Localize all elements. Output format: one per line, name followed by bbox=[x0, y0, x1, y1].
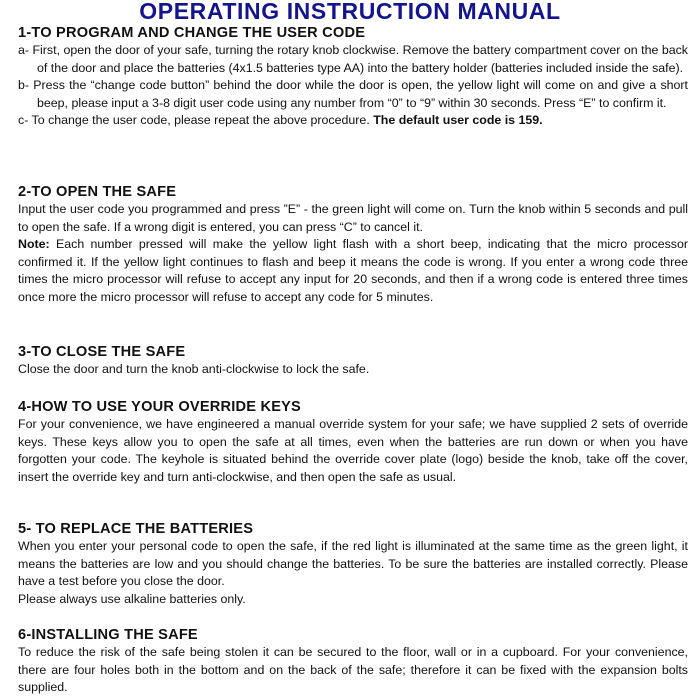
section-close-safe bbox=[18, 343, 688, 379]
open-instructions: Input the user code you programmed and press ”E” - the green light will come on. Turn the knob within 5 seconds and pull to open the safe. If a wrong digit is entered, you can press “C” to cancel it. bbox=[18, 202, 688, 234]
step-c-text: c- To change the user code, please repeat the above procedure. bbox=[18, 113, 374, 128]
section-heading: 4-HOW TO USE YOUR OVERRIDE KEYS bbox=[18, 399, 301, 415]
section-heading: 3-TO CLOSE THE SAFE bbox=[18, 344, 186, 360]
section-heading: 6-INSTALLING THE SAFE bbox=[18, 627, 198, 643]
default-code-note: The default user code is 159. bbox=[373, 113, 543, 128]
section-program-code bbox=[18, 24, 688, 130]
section-replace-batteries bbox=[18, 520, 688, 608]
battery-alkaline-note: Please always use alkaline batteries only. bbox=[18, 591, 246, 606]
close-instructions: Close the door and turn the knob anti-clockwise to lock the safe. bbox=[18, 362, 370, 376]
note-text: Each number pressed will make the yellow light flash with a short beep, indicating that the micro processor confirmed it. If the yellow light continues to flash and beep it means the code is wrong. If you enter a wrong code three times the micro processor will refuse to accept any input for 20 seconds, and then if a wrong code is entered three times once more the micro processor will refuse to accept any code for 5 minutes. bbox=[18, 237, 688, 304]
section-open-safe bbox=[18, 183, 688, 307]
step-b: b- Press the “change code button” behind the door while the door is open, the yellow light will come on and give a short beep, please input a 3-8 digit user code using any number from “0” to “9” within 30 seconds. Press “E” to confirm it. bbox=[18, 78, 688, 110]
section-heading: 5- TO REPLACE THE BATTERIES bbox=[18, 521, 254, 537]
page-title: OPERATING INSTRUCTION MANUAL bbox=[139, 0, 561, 24]
step-a: a- First, open the door of your safe, turning the rotary knob clockwise. Remove the battery compartment cover on the back of the door and place the batteries (4x1.5 batteries type AA) into the battery holder (batteries included inside the safe). bbox=[18, 43, 688, 75]
section-heading: 1-TO PROGRAM AND CHANGE THE USER CODE bbox=[18, 25, 366, 41]
battery-instructions: When you enter your personal code to open the safe, if the red light is illuminated at the same time as the green light, it means the batteries are low and you should change the batteries. To be sure the batteries are installed correctly. Please have a test before you close the door. bbox=[18, 539, 688, 589]
section-override-keys bbox=[18, 398, 688, 486]
step-c bbox=[18, 112, 688, 130]
install-instructions: To reduce the risk of the safe being stolen it can be secured to the floor, wall or in a cupboard. For your convenience, there are four holes both in the bottom and on the back of the safe; therefore it can be fixed with the expansion bolts supplied. bbox=[18, 645, 688, 695]
section-installing-safe bbox=[18, 626, 688, 697]
override-instructions: For your convenience, we have engineered a manual override system for your safe; we have supplied 2 sets of override keys. These keys allow you to open the safe at all times, even when the batteries are run down or when you have forgotten your code. The keyhole is situated behind the override cover plate (logo) beside the knob, take off the cover, insert the override key and turn anti-clockwise, and then open the safe as usual. bbox=[18, 417, 688, 484]
note-label: Note: bbox=[18, 237, 50, 252]
note-paragraph bbox=[18, 236, 688, 306]
section-heading: 2-TO OPEN THE SAFE bbox=[18, 184, 177, 200]
